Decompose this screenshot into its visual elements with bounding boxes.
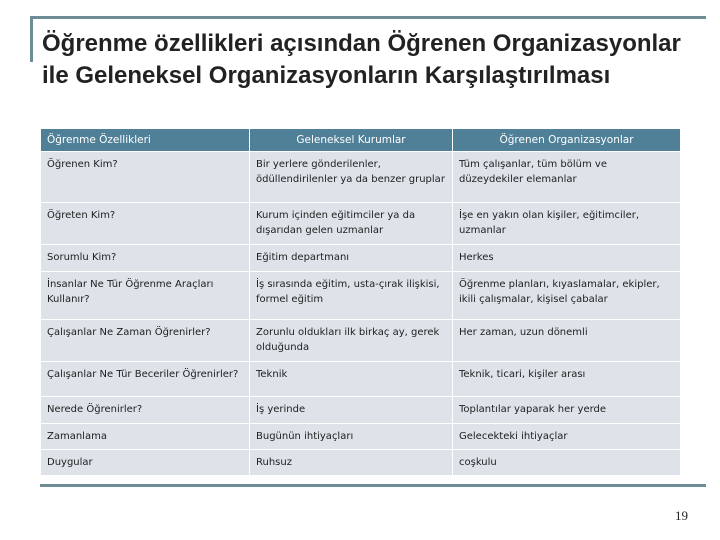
table-row: [41, 203, 680, 244]
row-feature: Çalışanlar Ne Tür Beceriler Öğrenirler?: [41, 362, 249, 396]
row-learning-org: Tüm çalışanlar, tüm bölüm ve düzeydekiler elemanlar: [453, 152, 680, 202]
row-learning-org: Öğrenme planları, kıyaslamalar, ekipler, ikili çalışmalar, kişisel çabalar: [453, 272, 680, 319]
table-row: [41, 362, 680, 396]
header-learning-org: Öğrenen Organizasyonlar: [453, 129, 680, 151]
row-learning-org: Herkes: [453, 245, 680, 271]
row-feature: İnsanlar Ne Tür Öğrenme Araçları Kullanır?: [41, 272, 249, 319]
row-traditional: Ruhsuz: [250, 450, 452, 475]
row-traditional: Zorunlu oldukları ilk birkaç ay, gerek olduğunda: [250, 320, 452, 361]
table-row: [41, 424, 680, 449]
table-row: [41, 320, 680, 361]
row-traditional: Eğitim departmanı: [250, 245, 452, 271]
row-feature: Öğrenen Kim?: [41, 152, 249, 202]
row-traditional: İş yerinde: [250, 397, 452, 423]
table-row: [41, 152, 680, 202]
header-learning-features: Öğrenme Özellikleri: [41, 129, 249, 151]
table-row: [41, 450, 680, 475]
comparison-table: [40, 128, 681, 476]
table-header-row: [41, 129, 680, 151]
row-learning-org: Teknik, ticari, kişiler arası: [453, 362, 680, 396]
frame-bottom-rule: [40, 484, 706, 487]
row-traditional: Teknik: [250, 362, 452, 396]
row-feature: Zamanlama: [41, 424, 249, 449]
frame-left-rule: [30, 16, 33, 62]
row-learning-org: coşkulu: [453, 450, 680, 475]
row-learning-org: Her zaman, uzun dönemli: [453, 320, 680, 361]
page-number: 19: [675, 508, 688, 523]
table-row: [41, 397, 680, 423]
table-row: [41, 272, 680, 319]
row-traditional: Bugünün ihtiyaçları: [250, 424, 452, 449]
row-traditional: Kurum içinden eğitimciler ya da dışarıdan gelen uzmanlar: [250, 203, 452, 244]
row-feature: Nerede Öğrenirler?: [41, 397, 249, 423]
row-traditional: İş sırasında eğitim, usta-çırak ilişkisi, formel eğitim: [250, 272, 452, 319]
row-feature: Öğreten Kim?: [41, 203, 249, 244]
frame-top-rule: [30, 16, 706, 19]
row-learning-org: İşe en yakın olan kişiler, eğitimciler, uzmanlar: [453, 203, 680, 244]
header-traditional: Geleneksel Kurumlar: [250, 129, 452, 151]
table-row: [41, 245, 680, 271]
row-learning-org: Gelecekteki ihtiyaçlar: [453, 424, 680, 449]
row-learning-org: Toplantılar yaparak her yerde: [453, 397, 680, 423]
slide-title: Öğrenme özellikleri açısından Öğrenen Organizasyonlar ile Geleneksel Organizasyonların Karşılaştırılması: [42, 30, 681, 89]
row-traditional: Bir yerlere gönderilenler, ödüllendirilenler ya da benzer gruplar: [250, 152, 452, 202]
row-feature: Çalışanlar Ne Zaman Öğrenirler?: [41, 320, 249, 361]
row-feature: Duygular: [41, 450, 249, 475]
row-feature: Sorumlu Kim?: [41, 245, 249, 271]
